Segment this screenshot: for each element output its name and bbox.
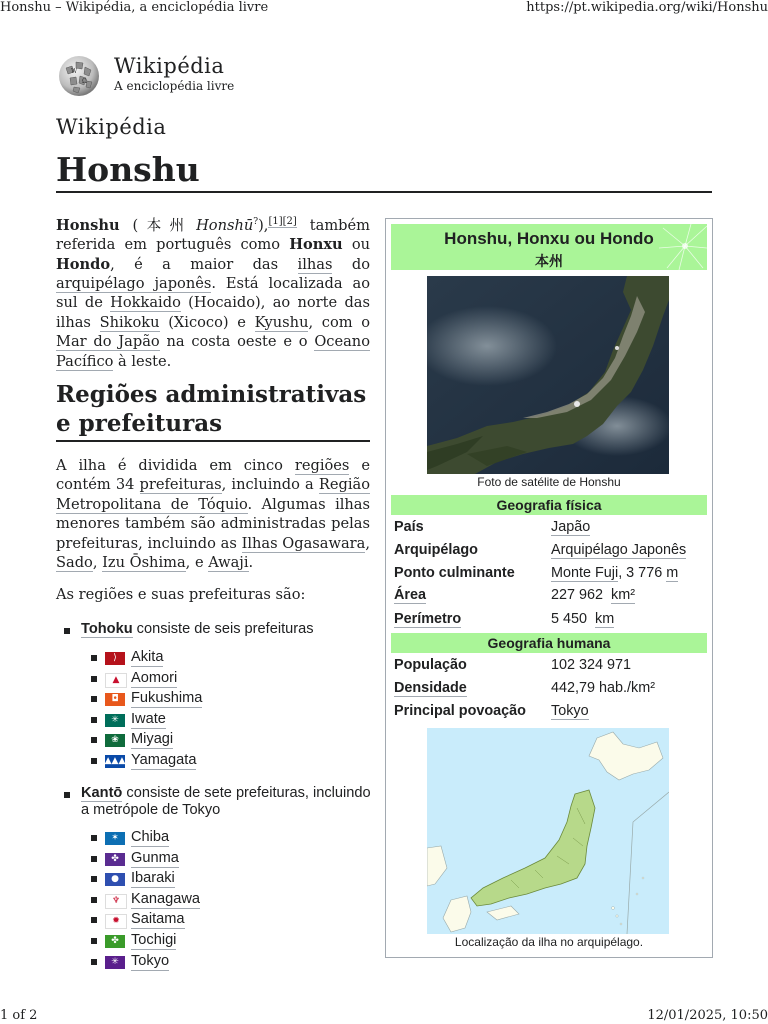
infobox-header <box>391 224 707 270</box>
prefecture-flag-icon[interactable]: ✹ <box>105 914 127 929</box>
prefecture-link[interactable]: Tochigi <box>131 932 177 948</box>
prefecture-flag-icon[interactable]: ✳ <box>105 714 125 727</box>
image-caption: Foto de satélite de Honshu <box>477 475 621 489</box>
link-hokkaido[interactable]: Hokkaido <box>110 294 181 312</box>
bullet <box>64 628 70 634</box>
row-key: Ponto culminante <box>394 565 515 581</box>
prefecture-flag-icon[interactable]: ◘ <box>105 693 125 706</box>
intro-paragraph: Honshu (本州 Honshū?),[1][2] também referida em português como Honxu ou Hondo, é a maior das ilhas do arquipélago japonês. Está localizada ao sul de Hokkaido (Hocaido), ao norte das ilhas Shikoku (Xicoco) e Kyushu, com o Mar do Japão na costa oeste e o Oceano Pacífico à leste. <box>56 216 371 370</box>
prefecture-flag-icon[interactable]: ⟩ <box>105 652 125 665</box>
bullet <box>91 876 97 882</box>
link-mar-do-japao[interactable]: Mar do Japão <box>56 333 160 351</box>
prefecture-link[interactable]: Aomori <box>131 669 178 686</box>
prefecture-flag-icon[interactable]: ▲ <box>105 673 127 688</box>
text-run: do <box>351 255 371 273</box>
bullet <box>91 737 97 743</box>
section-paragraph: A ilha é dividida em cinco regiões e contém 34 prefeituras, incluindo a Região Metropolitana de Tóquio. Algumas ilhas menores também são administradas pelas prefeituras, incluindo as Ilhas Ogasawara, Sado, Izu Ōshima, e Awaji. <box>56 457 371 572</box>
text-run: . Algumas ilhas menores também são administradas pelas prefeituras, incluindo as <box>56 495 370 552</box>
prefecture-flag-icon[interactable]: ● <box>105 873 125 886</box>
row-value-link[interactable]: Japão <box>551 519 591 535</box>
prefecture-flag-icon[interactable]: ♆ <box>105 894 127 909</box>
prefecture-link[interactable]: Chiba <box>131 829 170 845</box>
text-run: (Xicoco) e <box>168 313 246 331</box>
row-value-link[interactable]: Monte Fuji <box>551 565 619 581</box>
prefecture-link[interactable]: Miyagi <box>131 731 174 748</box>
link-sado[interactable]: Sado <box>56 554 93 572</box>
link-izu-oshima[interactable]: Izu Ōshima <box>102 554 186 572</box>
print-datetime: 12/01/2025, 10:50 <box>647 1008 768 1023</box>
location-map[interactable] <box>427 728 669 934</box>
svg-text:Ω: Ω <box>82 78 87 85</box>
prefecture-flag-icon[interactable]: ▲▲▲ <box>104 756 126 766</box>
text-run: ou <box>351 236 371 254</box>
section-header-human: Geografia humana <box>391 633 707 653</box>
infobox <box>385 218 713 958</box>
infobox-row-arquipelago <box>386 542 712 564</box>
prefecture-flag-icon[interactable]: ✤ <box>105 853 125 866</box>
text-run: , com o <box>308 313 371 331</box>
satellite-photo[interactable] <box>427 276 669 474</box>
row-key: País <box>394 519 424 535</box>
text-run: , é a maior das <box>110 255 279 273</box>
text-run: à leste. <box>118 352 172 370</box>
prefecture-flag-icon[interactable]: ✤ <box>105 935 125 948</box>
map-caption: Localização da ilha no arquipélago. <box>454 935 644 949</box>
bullet <box>91 959 97 965</box>
alt-name-bold: Honxu <box>289 236 343 254</box>
region-item-tohoku <box>64 621 364 641</box>
ref-link[interactable]: [1] <box>268 216 283 227</box>
title-divider <box>56 191 712 193</box>
infobox-row-densidade <box>386 680 712 702</box>
text-run: também referida em português como <box>56 216 370 254</box>
unit-link[interactable]: km² <box>611 587 636 603</box>
bullet <box>91 758 97 764</box>
prefecture-link[interactable]: Yamagata <box>131 752 197 768</box>
link-regiao-metropolitana[interactable]: Região Metropolitana de Tóquio <box>56 476 371 513</box>
link-awaji[interactable]: Awaji <box>208 554 249 572</box>
row-key: População <box>394 657 467 673</box>
romaji-text: Honshū <box>196 216 254 234</box>
regions-intro: As regiões e suas prefeituras são: <box>56 586 306 603</box>
bullet <box>91 917 97 923</box>
bullet <box>91 835 97 841</box>
row-key: Principal povoação <box>394 703 526 719</box>
row-key: Arquipélago <box>394 542 478 558</box>
bullet <box>91 897 97 903</box>
infobox-row-principal-povoacao <box>386 703 712 725</box>
row-value-text: 442,79 hab./km² <box>551 680 655 696</box>
prefecture-link[interactable]: Akita <box>131 649 164 665</box>
row-value-link[interactable]: Arquipélago Japonês <box>551 542 687 558</box>
prefecture-link[interactable]: Ibaraki <box>131 870 175 887</box>
text-run: . <box>248 554 254 572</box>
prefecture-link[interactable]: Saitama <box>131 911 185 928</box>
infobox-row-pais <box>386 519 712 541</box>
row-value-text: , 3 776 <box>618 565 663 581</box>
prefecture-link[interactable]: Tokyo <box>131 952 170 969</box>
tab-title: Honshu – Wikipédia, a enciclopédia livre <box>0 0 269 15</box>
link-arquipelago[interactable]: arquipélago japonês <box>56 275 212 293</box>
prefecture-flag-icon[interactable]: ❀ <box>105 734 125 747</box>
prefecture-link[interactable]: Fukushima <box>131 690 203 707</box>
text-run: A ilha é dividida em cinco <box>56 457 283 474</box>
text-run: na costa oeste e o <box>166 333 308 351</box>
text-run: (Hocaido), ao norte das ilhas <box>56 294 370 331</box>
infobox-title: Honshu, Honxu ou Hondo <box>444 229 654 248</box>
kanji-text: 本州 <box>138 216 193 234</box>
text-run: , e <box>185 554 204 572</box>
section-heading: Regiões administrativas e prefeituras <box>56 381 367 437</box>
prefecture-flag-icon[interactable]: ✶ <box>105 832 125 845</box>
infobox-row-populacao <box>386 657 712 679</box>
region-link-tohoku[interactable]: Tohoku <box>81 621 133 637</box>
prefecture-link[interactable]: Kanagawa <box>131 890 200 907</box>
link-ilhas[interactable]: ilhas <box>297 255 333 273</box>
page-url[interactable]: https://pt.wikipedia.org/wiki/Honshu <box>526 0 768 15</box>
text-run: . Está localizada ao sul de <box>56 275 370 312</box>
prefecture-link[interactable]: Iwate <box>131 710 166 727</box>
infobox-row-perimetro <box>386 611 712 633</box>
logo-tagline: A enciclopédia livre <box>114 79 235 93</box>
bullet <box>91 676 97 682</box>
svg-text:W: W <box>71 68 78 75</box>
bullet <box>91 717 97 723</box>
prefecture-link[interactable]: Gunma <box>131 849 179 866</box>
region-desc: consiste de seis prefeituras <box>136 621 314 637</box>
section-divider <box>56 440 370 442</box>
row-value-text: 102 324 971 <box>551 657 632 673</box>
text-run: , incluindo a <box>221 476 314 494</box>
logo-wordmark: Wikipédia <box>114 54 225 78</box>
unit-link[interactable]: m <box>666 565 679 581</box>
row-key-link[interactable]: Perímetro <box>394 611 462 627</box>
bullet <box>91 696 97 702</box>
row-value-text: 227 962 <box>551 587 604 603</box>
row-value-link[interactable]: Tokyo <box>551 703 589 719</box>
text-run: e contém 34 <box>56 457 370 494</box>
alt-name-bold: Hondo <box>56 255 111 273</box>
bullet <box>91 655 97 661</box>
link-prefeituras[interactable]: prefeituras <box>139 476 222 494</box>
bullet <box>91 938 97 944</box>
row-key-link[interactable]: Densidade <box>394 680 467 696</box>
term-bold: Honshu <box>56 216 120 234</box>
link-oceano-pacifico[interactable]: Oceano Pacífico <box>56 333 370 370</box>
unit-link[interactable]: km <box>595 611 615 627</box>
wikipedia-logo[interactable] <box>56 52 256 102</box>
link-kyushu[interactable]: Kyushu <box>254 313 309 331</box>
row-value-text: 5 450 <box>551 611 588 627</box>
help-mark[interactable]: ? <box>253 217 259 227</box>
infobox-row-ponto-culminante <box>386 565 712 587</box>
bullet <box>91 856 97 862</box>
region-link-kanto[interactable]: Kantō <box>81 785 123 801</box>
wikipedia-globe-icon <box>56 54 102 98</box>
link-ilhas-ogasawara[interactable]: Ilhas Ogasawara <box>241 534 366 552</box>
bullet <box>64 792 70 798</box>
prefecture-flag-icon[interactable]: ✳ <box>105 956 125 969</box>
link-shikoku[interactable]: Shikoku <box>99 313 160 331</box>
link-regioes[interactable]: regiões <box>294 457 350 474</box>
ref-link[interactable]: [2] <box>282 216 297 227</box>
infobox-row-area <box>386 587 712 609</box>
region-item-kanto <box>64 785 371 821</box>
page-title: Honshu <box>56 150 200 189</box>
infobox-subtitle: 本州 <box>535 253 563 269</box>
wikipedia-wordmark[interactable]: Wikipédia <box>56 115 167 139</box>
row-key-link[interactable]: Área <box>394 587 426 603</box>
section-header-physical: Geografia física <box>391 495 707 515</box>
region-desc: consiste de sete prefeituras, incluindo a metrópole de Tokyo <box>81 785 371 818</box>
page-indicator: 1 of 2 <box>0 1008 38 1023</box>
